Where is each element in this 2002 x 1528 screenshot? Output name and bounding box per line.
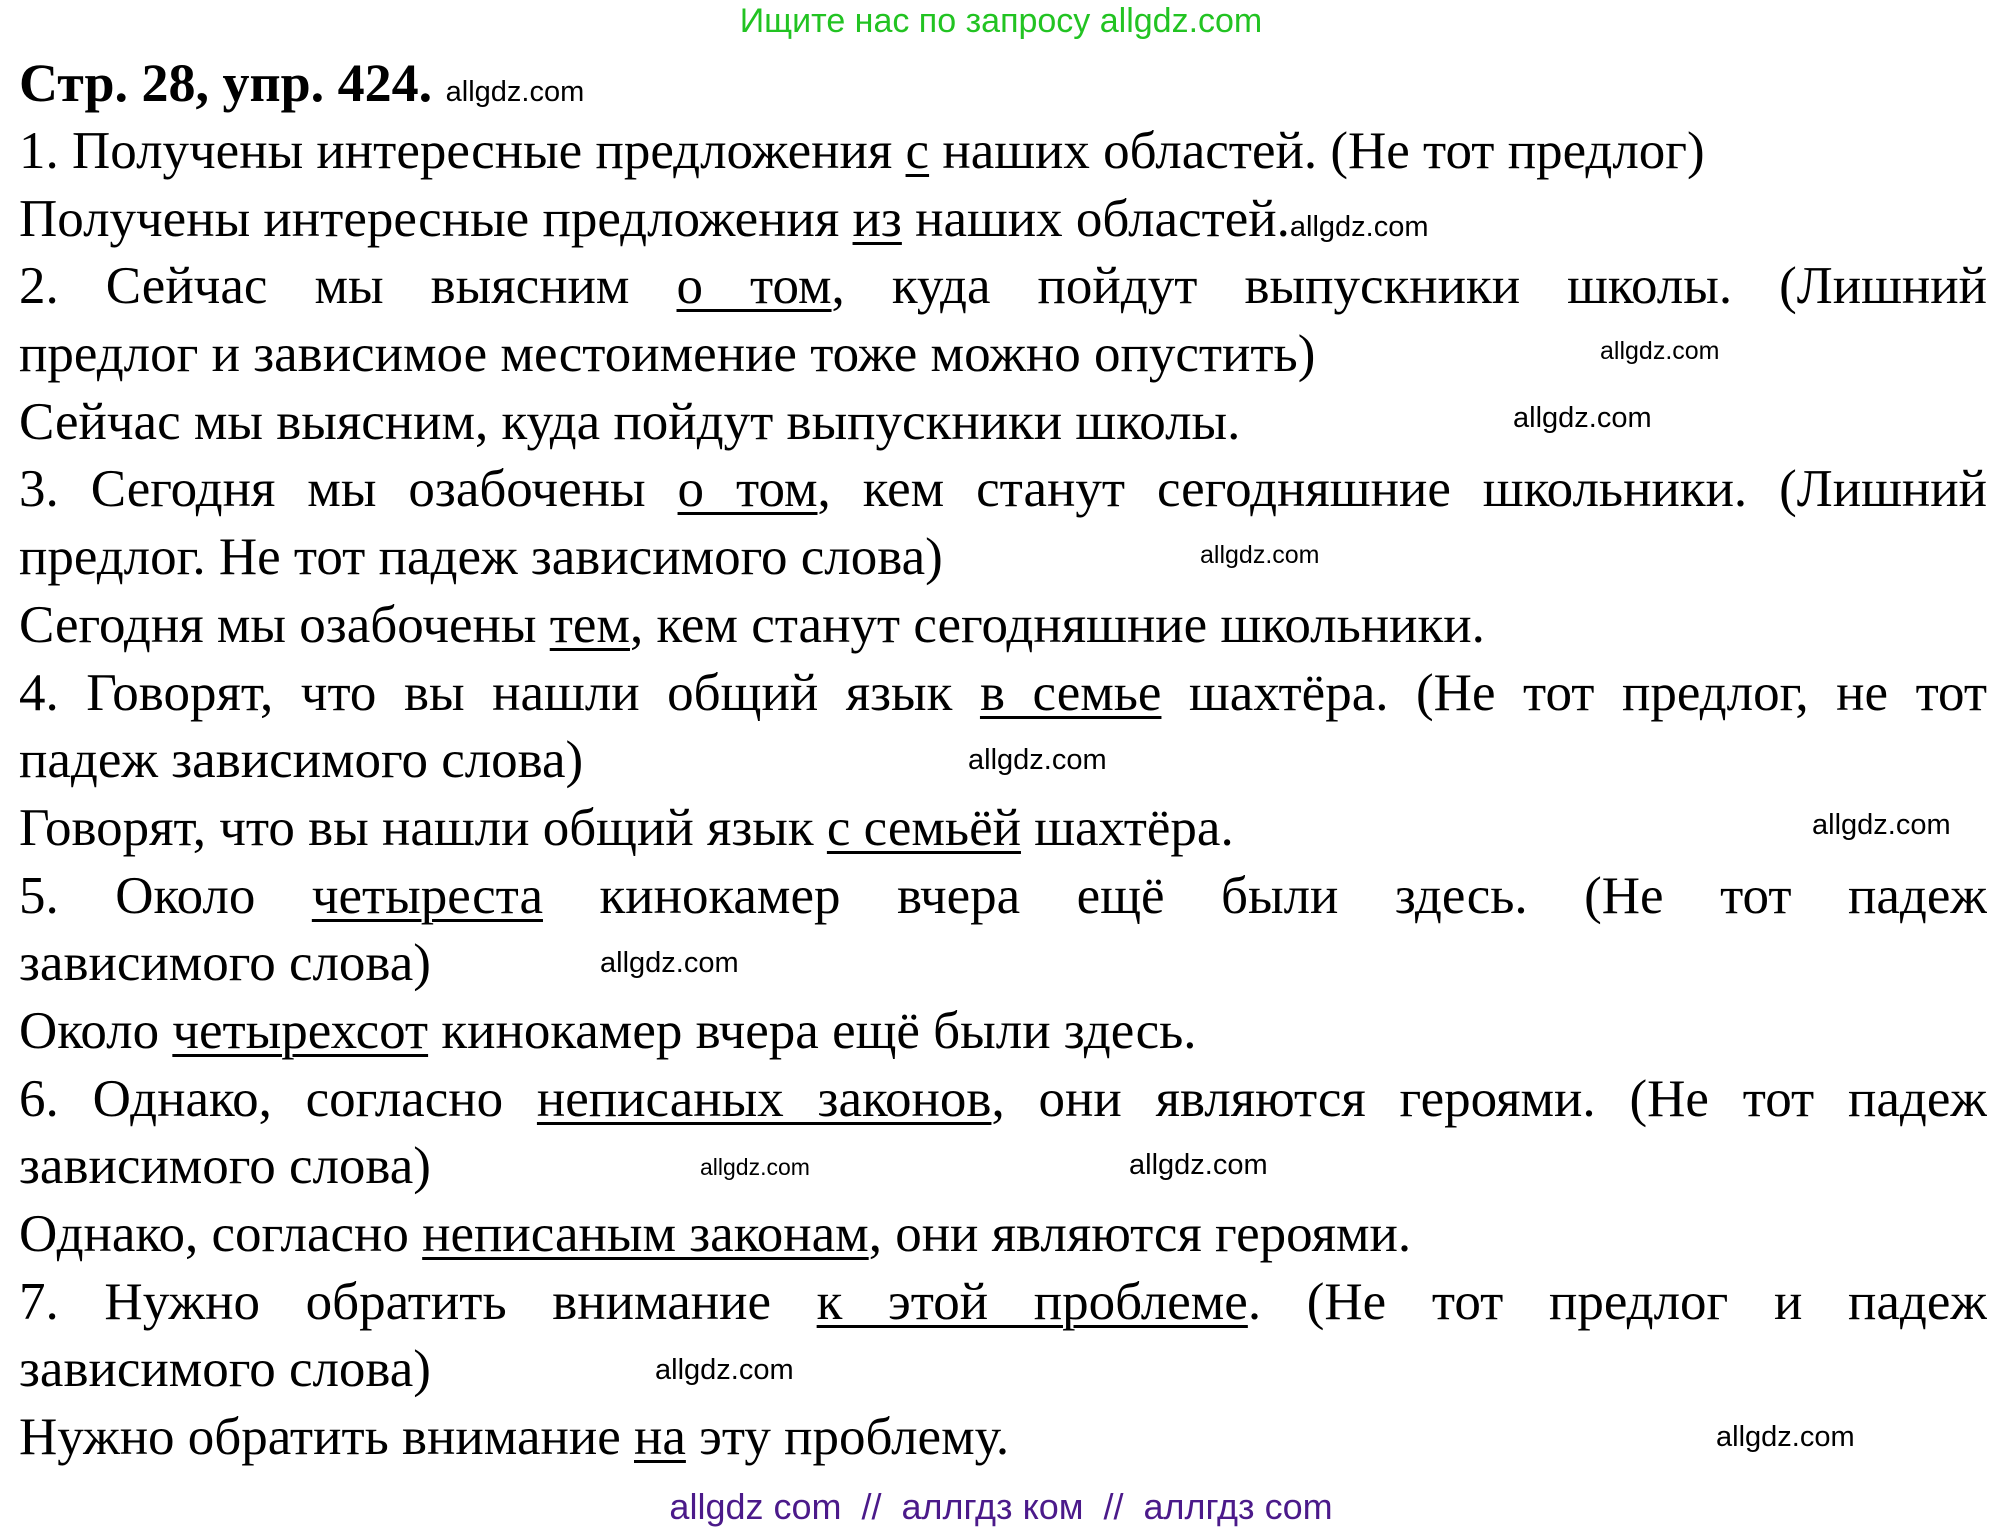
watermark: allgdz.com: [655, 1354, 794, 1386]
text-line: [19, 1336, 1987, 1404]
underlined-phrase: с: [905, 122, 930, 180]
text-line: [19, 524, 1987, 592]
text-segment: , они являются героями.: [868, 1205, 1412, 1263]
text-line: [19, 863, 1987, 931]
text-line: [19, 795, 1987, 863]
underlined-phrase: неписаным законам: [422, 1205, 869, 1263]
text-segment: 7. Нужно обратить внимание: [19, 1272, 817, 1331]
text-line: [19, 930, 1987, 998]
watermark: allgdz.com: [1812, 809, 1951, 841]
text-line: [19, 1201, 1987, 1269]
text-segment: Сегодня мы озабочены: [19, 595, 550, 654]
text-segment: 1. Получены интересные предложения: [19, 122, 906, 180]
text-segment: Около: [19, 1001, 173, 1060]
watermark: allgdz.com: [700, 1154, 810, 1180]
text-segment: наших областей. (Не тот предлог): [929, 122, 1705, 180]
text-segment: 6. Однако, согласно: [19, 1069, 537, 1128]
text-line: [19, 389, 1987, 457]
underlined-phrase: четырехсот: [172, 1001, 429, 1060]
text-line: [19, 1269, 1987, 1337]
watermark: allgdz.com: [1200, 541, 1320, 569]
text-line: [19, 1133, 1987, 1201]
text-segment: кинокамер вчера ещё были здесь.: [428, 1001, 1197, 1060]
text-segment: , кем станут сегодняшние школьники. (Лишний: [817, 460, 1987, 519]
text-line: [19, 998, 1987, 1066]
text-segment: Получены интересные предложения: [19, 189, 853, 248]
text-line: [19, 186, 1987, 254]
text-line: [19, 1066, 1987, 1134]
underlined-phrase: из: [852, 189, 902, 248]
underlined-phrase: к этой проблеме: [816, 1272, 1248, 1331]
underlined-phrase: о том: [677, 460, 818, 519]
footer-watermark: allgdz com // аллгдз ком // аллгдз com: [669, 1486, 1333, 1527]
text-segment: падеж зависимого слова): [19, 731, 584, 790]
text-segment: наших областей.: [901, 189, 1290, 248]
watermark: allgdz.com: [1129, 1149, 1268, 1181]
text-segment: . (Не тот предлог и падеж: [1247, 1272, 1987, 1331]
text-segment: Говорят, что вы нашли общий язык: [19, 798, 827, 857]
text-segment: эту проблему.: [685, 1408, 1010, 1467]
underlined-phrase: с семьёй: [826, 798, 1021, 857]
text-segment: шахтёра.: [1020, 798, 1234, 857]
text-segment: зависимого слова): [19, 1137, 431, 1196]
watermark: allgdz.com: [1513, 402, 1652, 434]
text-line: [19, 118, 1987, 186]
text-line: [19, 1404, 1987, 1472]
underlined-phrase: четыреста: [311, 866, 543, 925]
watermark: allgdz.com: [1600, 337, 1720, 365]
text-segment: , куда пойдут выпускники школы. (Лишний: [831, 257, 1987, 316]
underlined-phrase: неписаных законов: [536, 1069, 992, 1128]
text-segment: 3. Сегодня мы озабочены: [19, 460, 678, 519]
watermark: allgdz.com: [600, 947, 739, 979]
text-segment: предлог. Не тот падеж зависимого слова): [19, 528, 943, 587]
text-segment: 4. Говорят, что вы нашли общий язык: [19, 663, 980, 722]
underlined-phrase: о том: [676, 257, 832, 316]
search-banner: Ищите нас по запросу allgdz.com: [739, 2, 1263, 40]
underlined-phrase: на: [634, 1408, 686, 1467]
text-segment: кинокамер вчера ещё были здесь. (Не тот падеж: [542, 866, 1987, 925]
heading-text: Стр. 28, упр. 424.: [19, 53, 433, 113]
underlined-phrase: в семье: [979, 663, 1162, 722]
text-segment: предлог и зависимое местоимение тоже можно опустить): [19, 325, 1316, 384]
text-line: [19, 253, 1987, 321]
text-segment: Однако, согласно: [19, 1205, 423, 1263]
text-segment: 5. Около: [19, 866, 312, 925]
watermark: allgdz.com: [445, 76, 585, 108]
text-segment: шахтёра. (Не тот предлог, не тот: [1161, 663, 1987, 722]
watermark: allgdz.com: [1716, 1421, 1855, 1453]
text-segment: зависимого слова): [19, 934, 431, 993]
text-segment: 2. Сейчас мы выясним: [19, 257, 677, 316]
exercise-text: [19, 118, 1987, 1472]
text-segment: Нужно обратить внимание: [19, 1408, 634, 1467]
watermark: allgdz.com: [968, 744, 1107, 776]
text-segment: , они являются героями. (Не тот падеж: [991, 1069, 1987, 1128]
text-segment: зависимого слова): [19, 1340, 431, 1399]
text-line: [19, 592, 1987, 660]
text-segment: Сейчас мы выясним, куда пойдут выпускники школы.: [19, 392, 1241, 451]
underlined-phrase: тем: [549, 595, 630, 654]
watermark: allgdz.com: [1289, 210, 1429, 243]
text-line: [19, 660, 1987, 728]
exercise-heading: [19, 52, 584, 114]
text-line: [19, 456, 1987, 524]
text-segment: , кем станут сегодняшние школьники.: [629, 595, 1485, 654]
